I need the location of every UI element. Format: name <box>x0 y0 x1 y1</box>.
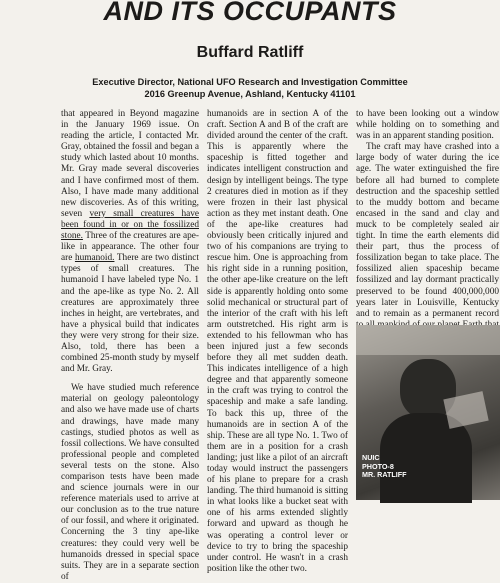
author-name: Buffard Ratliff <box>196 44 304 61</box>
underlined-text: humanoid. <box>74 253 115 264</box>
paragraph <box>61 109 199 375</box>
paragraph: The craft may have crashed into a large body of water during the ice age. The water extinguished the fire before all had burned to complete destruction and the spaceship settled to the muddy bottom and became encased in the sand and clay and muck to be completely sealed air tight. In time the earth elements did their part, thus the process of fossilization began to take place. The fossilized alien spaceship became fossilized and lay dormant practically preserved to be found 400,000,000 years later in Louisville, Kentucky and to remain as a permanent record <box>356 142 499 319</box>
caption-line: NUIC <box>362 453 380 462</box>
text-column-2 <box>207 109 348 574</box>
underlined-text: very small creatures have been found in or on the fossilized stone. <box>61 208 199 242</box>
author-affiliation: Executive Director, National UFO Research and Investigation Committee <box>92 77 408 87</box>
caption-line: MR. RATLIFF <box>362 470 407 479</box>
paragraph: to have been looking out a window while holding on to something and was in an apparent standing position. <box>356 109 499 142</box>
author-photo <box>356 325 500 500</box>
text-run: that appeared in Beyond magazine in the January 1969 issue. On reading the article, I contacted Mr. Gray, obtained the fossil and began a study which lasted about 10 months. Mr. Gray made several discoveries and I have confirmed most of them. Also, I have made many additional new discoveries. As of this writing, seven <box>61 109 199 219</box>
text-run: Three of the creatures are ape-like in appearance. The other four are <box>61 231 199 264</box>
author-address: 2016 Greenup Avenue, Ashland, Kentucky 41101 <box>144 89 356 99</box>
paragraph: humanoids are in section A of the craft. Section A and B of the craft are divided around the center of the craft. This is apparently where the spaceship is fitted together and indicates intelligent construction and design by intelligent beings. The type 2 creatures died in motion as if they were frozen in their last physical action as they met instant death. One of the ape-like creatures had obviously been critically injured and two of his companions are trying to rescue him. One is approaching from his right side in a running position, the other ape-like creature on the left side is apparently holding onto some solid mechanical or structural part of the interior of the craft with his left arm outstretched. His right arm is extended to his fellowman who has been injured just a few seconds before they all met sudden death. This indicates intelligence of a high degree and that apparently someone in the craft was trying to control the spaceship and make a safe landing. To back this up, three of the humanoids are in section A of the ship. These are all type No. 1. Two of them are in a position for a crash landing; just like a pilot of an aircraft today would instruct the passengers of his plane to prepare for a crash landing. The third humanoid is sitting in what looks like a bucket seat with one of his arms extended slightly forward and upward as though he was operating a control lever or device to try to bring the spaceship under control. He wasn't in a crash position like the other two. <box>207 109 348 574</box>
paragraph: We have studied much reference material on geology paleontology and also we have made use of charts and drawings, have made many castings, studied photos as well as fossil collections. We have consulted professional people and completed several tests on the stone. Also comparison tests have been made and science journals were in our reference materials used to arrive at our conclusion as to the true nature of our fossil, and where it originated. Concerning the 3 tiny ape-like creatures: they could very well be humanoids dressed in special space suits. They are in a separate section of <box>61 383 199 582</box>
caption-line: PHOTO-8 <box>362 461 394 471</box>
article-title: AND ITS OCCUPANTS <box>103 0 397 26</box>
text-column-1 <box>61 109 199 582</box>
photo-caption <box>362 454 407 480</box>
text-run: There are two distinct types of small creatures. The humanoid I have labeled type No. 1 and the ape-like as type No. 2. All creatures are approximately three inches in height, are vertebrates, and have a physical build that indicates they were very strong for their size. Also, told, there has been a combined 25-month study by myself and Mr. Gray. <box>61 253 199 375</box>
